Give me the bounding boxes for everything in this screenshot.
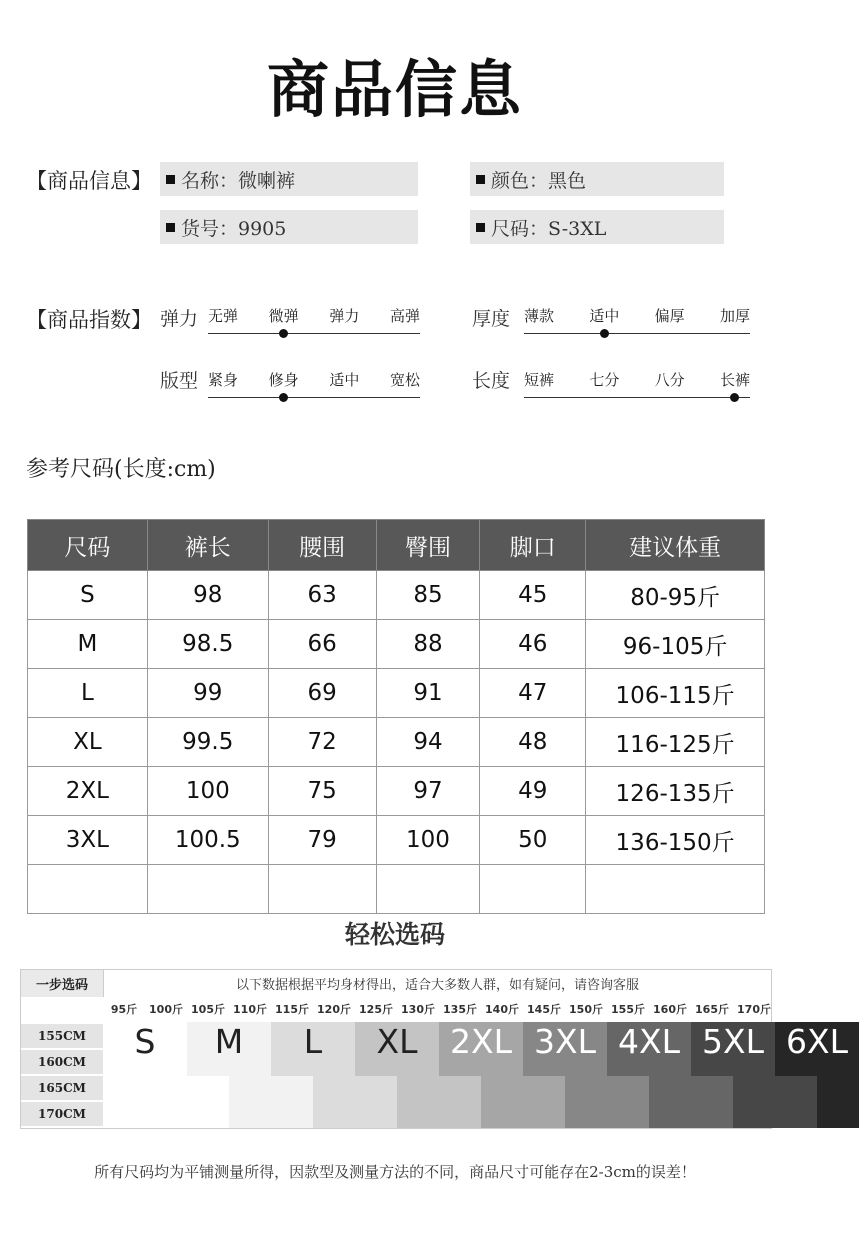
size-table bbox=[27, 519, 765, 914]
size-table-cell: S bbox=[28, 571, 148, 620]
slider-thickness-name: 厚度 bbox=[472, 308, 511, 330]
weight-label: 135斤 bbox=[443, 1003, 477, 1016]
size-block-label: 5XL bbox=[702, 1022, 764, 1061]
size-picker-grid bbox=[20, 969, 848, 1129]
size-table-cell: 126-135斤 bbox=[586, 767, 765, 816]
size-table-cell bbox=[147, 865, 268, 914]
slider-option: 短裤 bbox=[524, 371, 555, 389]
height-label: 160CM bbox=[21, 1048, 103, 1074]
size-block-label: 2XL bbox=[450, 1022, 512, 1061]
slider-option: 弹力 bbox=[329, 307, 360, 325]
info-size bbox=[470, 210, 724, 244]
slider-option: 加厚 bbox=[719, 307, 750, 325]
size-table-cell: XL bbox=[28, 718, 148, 767]
size-table-cell: 47 bbox=[480, 669, 586, 718]
info-name-text: 名称：微喇裤 bbox=[181, 169, 296, 192]
slider-track bbox=[524, 397, 750, 398]
size-table-header: 建议体重 bbox=[586, 520, 765, 571]
size-table-cell: 66 bbox=[268, 620, 376, 669]
size-block-label: 3XL bbox=[534, 1022, 596, 1061]
size-table-header: 脚口 bbox=[480, 520, 586, 571]
slider-option: 紧身 bbox=[208, 371, 239, 389]
size-block-label: S bbox=[134, 1022, 156, 1061]
slider-track bbox=[524, 333, 750, 334]
square-bullet-icon bbox=[166, 175, 175, 184]
slider-track bbox=[208, 397, 420, 398]
size-table-cell: 99 bbox=[147, 669, 268, 718]
info-section-label: 【商品信息】 bbox=[26, 169, 152, 193]
size-table-cell bbox=[376, 865, 480, 914]
size-table-cell: 46 bbox=[480, 620, 586, 669]
size-block-label: L bbox=[303, 1022, 323, 1061]
slider-marker bbox=[600, 329, 609, 338]
size-block-extension bbox=[187, 1076, 229, 1128]
weight-label: 165斤 bbox=[695, 1003, 729, 1016]
size-table-row bbox=[28, 669, 765, 718]
slider-option: 偏厚 bbox=[654, 307, 685, 325]
slider-thickness bbox=[524, 305, 750, 341]
size-table-cell: 136-150斤 bbox=[586, 816, 765, 865]
slider-length bbox=[524, 369, 750, 405]
weight-label: 155斤 bbox=[611, 1003, 645, 1016]
slider-option: 适中 bbox=[329, 371, 360, 389]
size-picker-label: 一步选码 bbox=[21, 970, 103, 997]
size-table-row bbox=[28, 571, 765, 620]
weight-label: 125斤 bbox=[359, 1003, 393, 1016]
weight-label: 145斤 bbox=[527, 1003, 561, 1016]
size-table-row bbox=[28, 865, 765, 914]
size-table-cell: 91 bbox=[376, 669, 480, 718]
size-block-extension bbox=[271, 1076, 313, 1128]
slider-length-name: 长度 bbox=[472, 370, 511, 392]
info-color-text: 颜色：黑色 bbox=[491, 169, 587, 192]
size-table-cell: 98 bbox=[147, 571, 268, 620]
weight-label: 110斤 bbox=[233, 1003, 267, 1016]
size-table-cell: M bbox=[28, 620, 148, 669]
size-table-cell: 49 bbox=[480, 767, 586, 816]
size-table-cell: 94 bbox=[376, 718, 480, 767]
size-table-cell: 100.5 bbox=[147, 816, 268, 865]
easy-select-title: 轻松选码 bbox=[344, 920, 445, 949]
size-table-row bbox=[28, 718, 765, 767]
square-bullet-icon bbox=[476, 175, 485, 184]
slider-option: 微弹 bbox=[268, 307, 299, 325]
size-table-cell: 96-105斤 bbox=[586, 620, 765, 669]
size-table-cell bbox=[268, 865, 376, 914]
size-table-cell bbox=[28, 865, 148, 914]
size-block-label: M bbox=[214, 1022, 244, 1061]
size-picker-note: 以下数据根据平均身材得出，适合大多数人群，如有疑问，请咨询客服 bbox=[103, 970, 771, 997]
slider-option: 长裤 bbox=[719, 371, 750, 389]
size-block-extension bbox=[775, 1076, 817, 1128]
size-table-cell: 88 bbox=[376, 620, 480, 669]
square-bullet-icon bbox=[476, 223, 485, 232]
size-table-header: 腰围 bbox=[268, 520, 376, 571]
slider-option: 八分 bbox=[654, 371, 685, 389]
size-table-cell: L bbox=[28, 669, 148, 718]
size-block-extension bbox=[439, 1076, 481, 1128]
size-block-extension bbox=[523, 1076, 565, 1128]
slider-elasticity bbox=[208, 305, 420, 341]
slider-fit-name: 版型 bbox=[160, 370, 199, 392]
slider-option: 修身 bbox=[268, 371, 299, 389]
info-size-text: 尺码：S-3XL bbox=[491, 217, 607, 240]
size-table-cell: 116-125斤 bbox=[586, 718, 765, 767]
weight-label: 115斤 bbox=[275, 1003, 309, 1016]
size-table-cell: 100 bbox=[147, 767, 268, 816]
slider-option: 高弹 bbox=[389, 307, 420, 325]
slider-elasticity-name: 弹力 bbox=[160, 308, 199, 330]
size-table-cell: 45 bbox=[480, 571, 586, 620]
size-table-cell: 85 bbox=[376, 571, 480, 620]
height-label: 165CM bbox=[21, 1074, 103, 1100]
slider-option: 宽松 bbox=[389, 371, 420, 389]
size-table-cell: 99.5 bbox=[147, 718, 268, 767]
size-table-cell bbox=[586, 865, 765, 914]
footer-note: 所有尺码均为平铺测量所得，因款型及测量方法的不同，商品尺寸可能存在2-3cm的误差！ bbox=[94, 1163, 696, 1181]
height-label: 155CM bbox=[21, 1022, 103, 1048]
size-table-cell: 80-95斤 bbox=[586, 571, 765, 620]
weight-label: 140斤 bbox=[485, 1003, 519, 1016]
weight-label: 100斤 bbox=[149, 1003, 183, 1016]
slider-fit bbox=[208, 369, 420, 405]
page-title: 商品信息 bbox=[266, 53, 523, 126]
slider-track bbox=[208, 333, 420, 334]
size-table-cell: 3XL bbox=[28, 816, 148, 865]
size-table-cell: 98.5 bbox=[147, 620, 268, 669]
weight-label: 130斤 bbox=[401, 1003, 435, 1016]
square-bullet-icon bbox=[166, 223, 175, 232]
slider-option: 适中 bbox=[589, 307, 620, 325]
size-table-cell bbox=[480, 865, 586, 914]
size-table-cell: 79 bbox=[268, 816, 376, 865]
height-label: 170CM bbox=[21, 1100, 103, 1126]
slider-marker bbox=[279, 393, 288, 402]
size-table-title: 参考尺码(长度:cm) bbox=[26, 457, 216, 482]
slider-marker bbox=[730, 393, 739, 402]
size-table-header: 裤长 bbox=[147, 520, 268, 571]
size-table-cell: 69 bbox=[268, 669, 376, 718]
size-table-cell: 63 bbox=[268, 571, 376, 620]
info-color bbox=[470, 162, 724, 196]
size-block-extension bbox=[691, 1076, 733, 1128]
size-table-cell: 50 bbox=[480, 816, 586, 865]
slider-option: 七分 bbox=[589, 371, 620, 389]
size-table-cell: 100 bbox=[376, 816, 480, 865]
info-item-no bbox=[160, 210, 418, 244]
size-table-cell: 2XL bbox=[28, 767, 148, 816]
weight-label: 120斤 bbox=[317, 1003, 351, 1016]
index-section-label: 【商品指数】 bbox=[26, 308, 152, 332]
info-item-no-text: 货号：9905 bbox=[181, 217, 287, 240]
size-table-cell: 75 bbox=[268, 767, 376, 816]
weight-label: 160斤 bbox=[653, 1003, 687, 1016]
size-table-header: 尺码 bbox=[28, 520, 148, 571]
size-table-row bbox=[28, 816, 765, 865]
size-table-header-row bbox=[28, 520, 765, 571]
size-table-cell: 97 bbox=[376, 767, 480, 816]
slider-option: 无弹 bbox=[208, 307, 239, 325]
size-table-row bbox=[28, 767, 765, 816]
slider-marker bbox=[279, 329, 288, 338]
weight-label: 150斤 bbox=[569, 1003, 603, 1016]
size-block-label: 4XL bbox=[618, 1022, 680, 1061]
slider-option: 薄款 bbox=[524, 307, 555, 325]
weight-label: 170斤 bbox=[737, 1003, 771, 1016]
size-block-label: XL bbox=[376, 1022, 418, 1061]
size-block-extension bbox=[607, 1076, 649, 1128]
size-block-extension bbox=[355, 1076, 397, 1128]
size-block-label: 6XL bbox=[786, 1022, 848, 1061]
info-name bbox=[160, 162, 418, 196]
size-table-header: 臀围 bbox=[376, 520, 480, 571]
size-table-cell: 48 bbox=[480, 718, 586, 767]
size-table-row bbox=[28, 620, 765, 669]
size-table-cell: 106-115斤 bbox=[586, 669, 765, 718]
weight-label: 95斤 bbox=[110, 1003, 138, 1016]
size-table-cell: 72 bbox=[268, 718, 376, 767]
weight-label: 105斤 bbox=[191, 1003, 225, 1016]
